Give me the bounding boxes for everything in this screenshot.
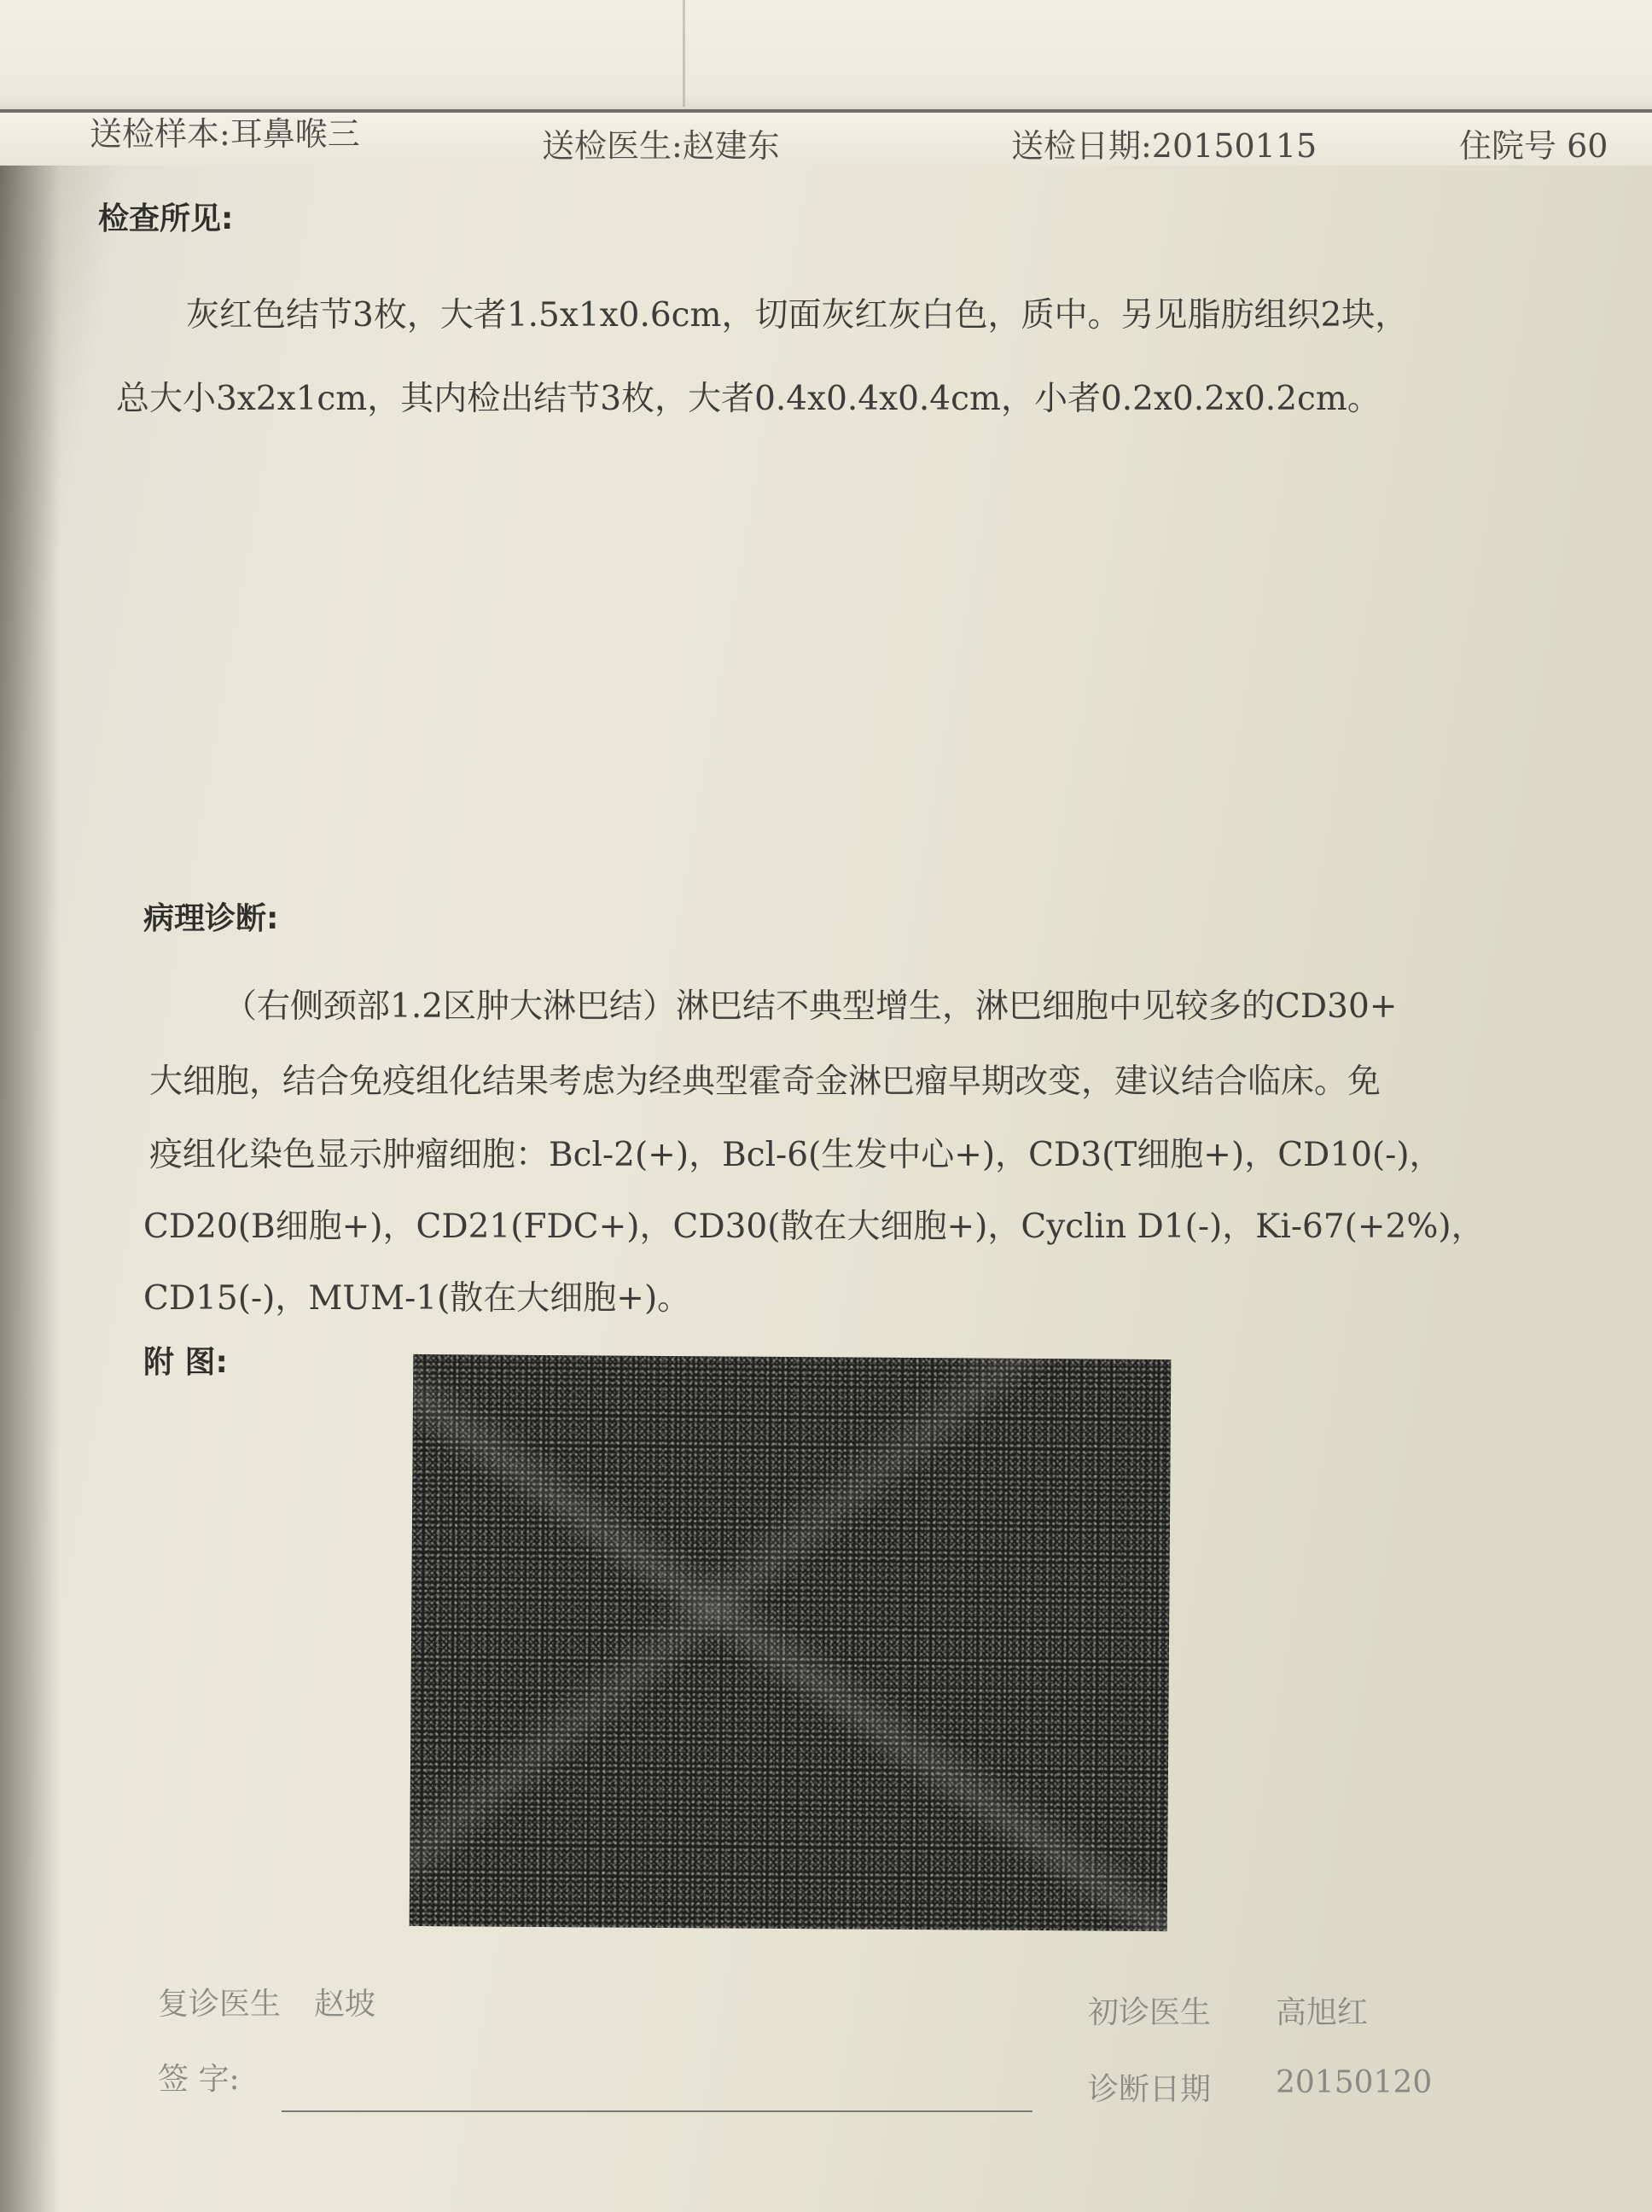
diagnosis-line-1: （右侧颈部1.2区肿大淋巴结）淋巴结不典型增生，淋巴细胞中见较多的CD30+ <box>224 987 1398 1026</box>
micrograph-texture <box>410 1354 1172 1931</box>
findings-line-1: 灰红色结节3枚，大者1.5x1x0.6cm，切面灰红灰白色，质中。另见脂肪组织2块， <box>186 296 1409 335</box>
review-doctor-name: 赵坡 <box>314 1987 376 2022</box>
diagnosis-heading: 病理诊断: <box>143 901 279 936</box>
diagnosis-line-4: CD20(B细胞+)，CD21(FDC+)，CD30(散在大细胞+)，Cyclin D1(-)，Ki-67(+2%)， <box>143 1208 1485 1246</box>
header-date: 送检日期:20150115 <box>1011 127 1318 165</box>
diagnosis-date: 20150120 <box>1276 2065 1433 2100</box>
fold-crease <box>683 0 685 107</box>
initial-doctor-name: 高旭红 <box>1276 1995 1369 2030</box>
micrograph-image <box>410 1354 1172 1931</box>
findings-heading: 检查所见: <box>98 201 234 236</box>
signature-line <box>282 2110 1032 2112</box>
findings-line-2: 总大小3x2x1cm，其内检出结节3枚，大者0.4x0.4x0.4cm，小者0.2x0.2x0.2cm。 <box>116 380 1381 418</box>
top-folded-sheet <box>0 0 1652 118</box>
initial-doctor-label: 初诊医生 <box>1088 1995 1212 2030</box>
diagnosis-line-3: 疫组化染色显示肿瘤细胞：Bcl-2(+)，Bcl-6(生发中心+)，CD3(T细胞+)，CD10(-)， <box>149 1136 1443 1174</box>
header-inpatient-no: 住院号 60 <box>1459 127 1608 165</box>
header-sample-site: 送检样本:耳鼻喉三 <box>90 115 360 153</box>
diagnosis-line-2: 大细胞，结合免疫组化结果考虑为经典型霍奇金淋巴瘤早期改变，建议结合临床。免 <box>149 1062 1382 1101</box>
report-header <box>0 109 1652 166</box>
attachment-heading: 附 图: <box>143 1345 228 1380</box>
diagnosis-line-5: CD15(-)，MUM-1(散在大细胞+)。 <box>143 1279 691 1318</box>
signature-label: 签 字: <box>158 2062 240 2097</box>
header-doctor: 送检医生:赵建东 <box>542 127 780 165</box>
diagnosis-date-label: 诊断日期 <box>1088 2072 1212 2107</box>
page-shadow <box>0 0 60 2212</box>
review-doctor-label: 复诊医生 <box>158 1987 282 2022</box>
